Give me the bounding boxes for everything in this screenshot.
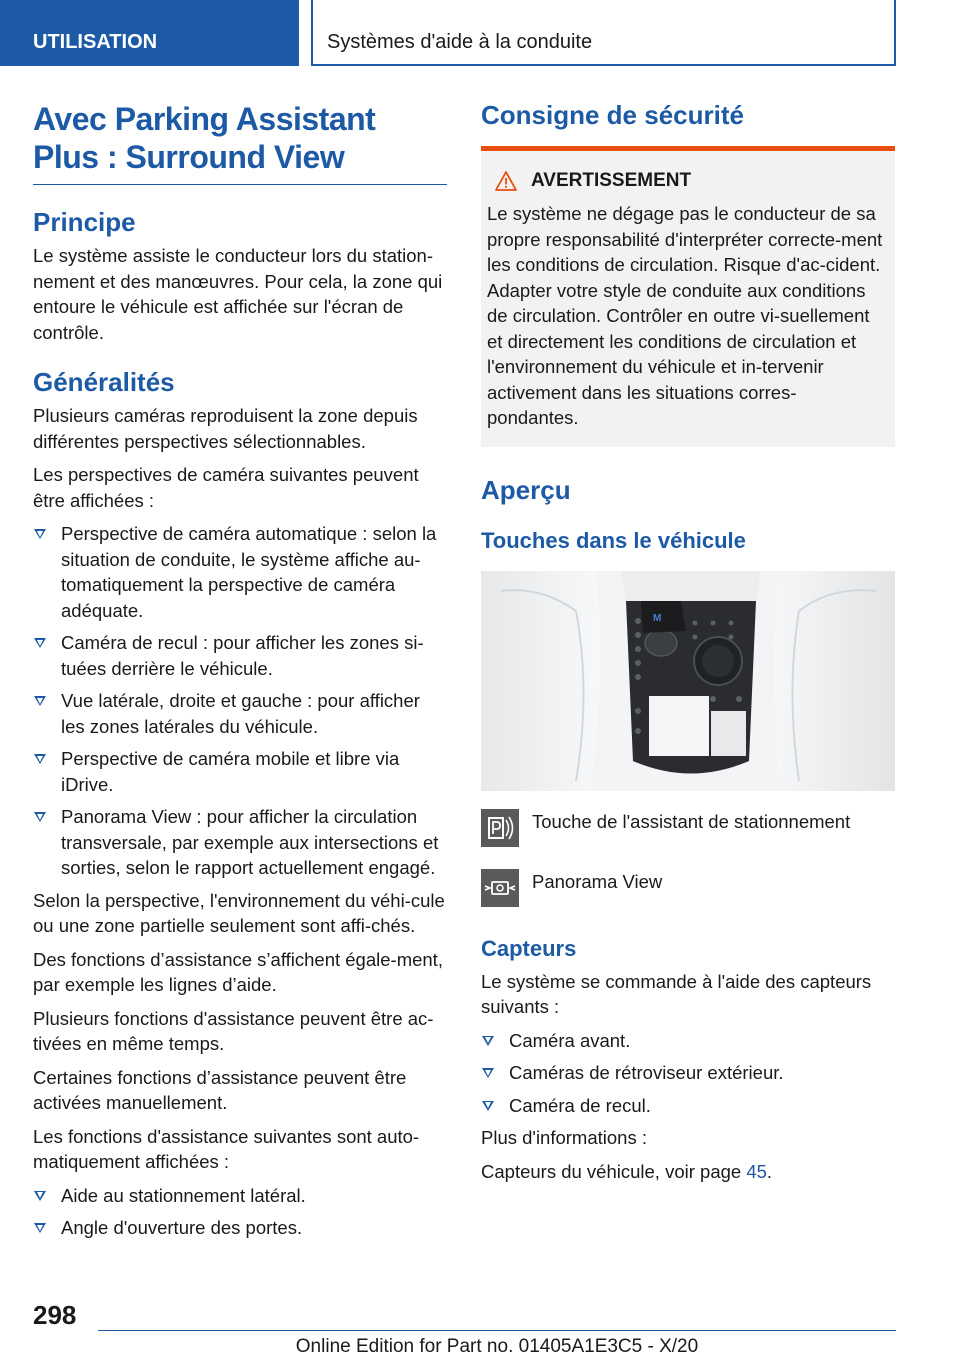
page-reference-prefix: Capteurs du véhicule, voir page	[481, 1160, 747, 1182]
list-item-text: Perspective de caméra mobile et libre via iDrive.	[61, 748, 400, 795]
triangle-bullet-icon	[482, 1068, 494, 1078]
page-reference-link[interactable]: 45	[746, 1160, 767, 1182]
triangle-bullet-icon	[34, 1223, 46, 1233]
header-section	[0, 0, 299, 66]
svg-text:M: M	[653, 612, 662, 624]
gen-paragraph-3: Selon la perspective, l'environnement du véhi-cule ou une zone partielle seulement sont affi-chés.	[33, 889, 445, 936]
triangle-bullet-icon	[34, 754, 46, 764]
list-item	[33, 688, 447, 739]
header-chapter	[311, 0, 896, 66]
key-row-panorama-view	[481, 869, 895, 907]
generalites-heading: Généralités	[33, 367, 175, 397]
list-item-text: Aide au stationnement latéral.	[61, 1184, 306, 1206]
parking-assistant-key-icon	[481, 809, 519, 847]
principe-text: Le système assiste le conducteur lors du station-nement et des manœuvres. Pour cela, la zone qui entoure le véhicule est affichée sur l'écran de contrôle.	[33, 245, 443, 343]
left-column	[33, 100, 447, 1248]
list-item	[33, 1215, 447, 1241]
triangle-bullet-icon	[34, 812, 46, 822]
warning-text: Le système ne dégage pas le conducteur de sa propre responsabilité d'interpréter correcte-ment les conditions de circulation. Risque d'ac-cident. Adapter votre style de conduite aux conditions de circulation. Contrôler en outre vi-suellement et directement les conditions de circulation et l'environnement du véhicule et in-tervenir activement dans les situations corres-pondantes.	[487, 203, 883, 428]
list-item	[33, 804, 447, 881]
page-title	[33, 100, 447, 176]
page-number: 298	[33, 1300, 77, 1330]
triangle-bullet-icon	[34, 638, 46, 648]
triangle-bullet-icon	[34, 529, 46, 539]
list-item-text: Perspective de caméra automatique : selon la situation de conduite, le système affiche au-tomatiquement la perspective de caméra adéquate.	[61, 523, 437, 621]
page-title-line2: Plus : Surround View	[33, 139, 345, 175]
camera-perspectives-list	[33, 521, 447, 881]
list-item	[33, 521, 447, 623]
footer-edition: Online Edition for Part no. 01405A1E3C5 - X/20	[295, 1336, 699, 1357]
list-item	[481, 1093, 895, 1119]
list-item-text: Panorama View : pour afficher la circulation transversale, par exemple aux intersections et sorties, selon le rapport actuellement engagé.	[61, 806, 439, 878]
list-item-text: Caméra avant.	[509, 1029, 631, 1051]
list-item	[33, 1183, 447, 1209]
warning-title	[495, 169, 887, 193]
warning-triangle-icon	[495, 171, 517, 191]
center-console-photo	[481, 571, 895, 791]
gen-paragraph-2: Les perspectives de caméra suivantes peuvent être affichées :	[33, 464, 419, 511]
panorama-view-key-icon	[481, 869, 519, 907]
list-item-text: Vue latérale, droite et gauche : pour afficher les zones latérales du véhicule.	[61, 690, 420, 737]
right-column	[481, 100, 895, 1184]
gen-paragraph-6: Certaines fonctions d’assistance peuvent être activées manuellement.	[33, 1066, 407, 1113]
header-section-label: UTILISATION	[33, 31, 158, 53]
page-reference-suffix: .	[766, 1160, 773, 1182]
list-item	[481, 1060, 895, 1086]
apercu-heading: Aperçu	[481, 474, 571, 505]
warning-box	[481, 146, 895, 447]
safety-heading: Consigne de sécurité	[481, 100, 744, 130]
list-item-text: Caméras de rétroviseur extérieur.	[509, 1062, 784, 1083]
key-row-parking-assistant	[481, 809, 895, 847]
gen-paragraph-5: Plusieurs fonctions d'assistance peuvent être ac-tivées en même temps.	[33, 1007, 434, 1054]
key1-label: Touche de l'assistant de stationnement	[532, 810, 851, 832]
footer-divider	[98, 1330, 896, 1331]
triangle-bullet-icon	[482, 1036, 494, 1046]
capteurs-heading: Capteurs	[481, 935, 577, 961]
key2-label: Panorama View	[532, 870, 663, 892]
capteurs-text: Le système se commande à l'aide des capteurs suivants :	[481, 970, 872, 1017]
sensors-list	[481, 1028, 895, 1119]
triangle-bullet-icon	[34, 696, 46, 706]
page-reference	[481, 1159, 895, 1185]
gen-paragraph-4: Des fonctions d’assistance s’affichent égale-ment, par exemple les lignes d’aide.	[33, 948, 443, 995]
auto-functions-list	[33, 1183, 447, 1241]
list-item	[33, 630, 447, 681]
header-chapter-label: Systèmes d'aide à la conduite	[327, 31, 593, 53]
warning-title-text: AVERTISSEMENT	[531, 170, 692, 191]
list-item	[481, 1028, 895, 1054]
more-info-text: Plus d'informations :	[481, 1127, 647, 1148]
touches-heading: Touches dans le véhicule	[481, 527, 746, 553]
list-item-text: Caméra de recul.	[509, 1094, 651, 1116]
principe-heading: Principe	[33, 207, 136, 237]
gen-paragraph-1: Plusieurs caméras reproduisent la zone depuis différentes perspectives sélectionnables.	[33, 405, 418, 452]
triangle-bullet-icon	[482, 1101, 494, 1111]
triangle-bullet-icon	[34, 1191, 46, 1201]
list-item	[33, 746, 447, 797]
list-item-text: Angle d'ouverture des portes.	[61, 1217, 303, 1238]
page-title-line1: Avec Parking Assistant	[33, 101, 376, 137]
gen-paragraph-7: Les fonctions d'assistance suivantes sont auto-matiquement affichées :	[33, 1125, 420, 1172]
list-item-text: Caméra de recul : pour afficher les zones si-tuées derrière le véhicule.	[61, 632, 424, 679]
